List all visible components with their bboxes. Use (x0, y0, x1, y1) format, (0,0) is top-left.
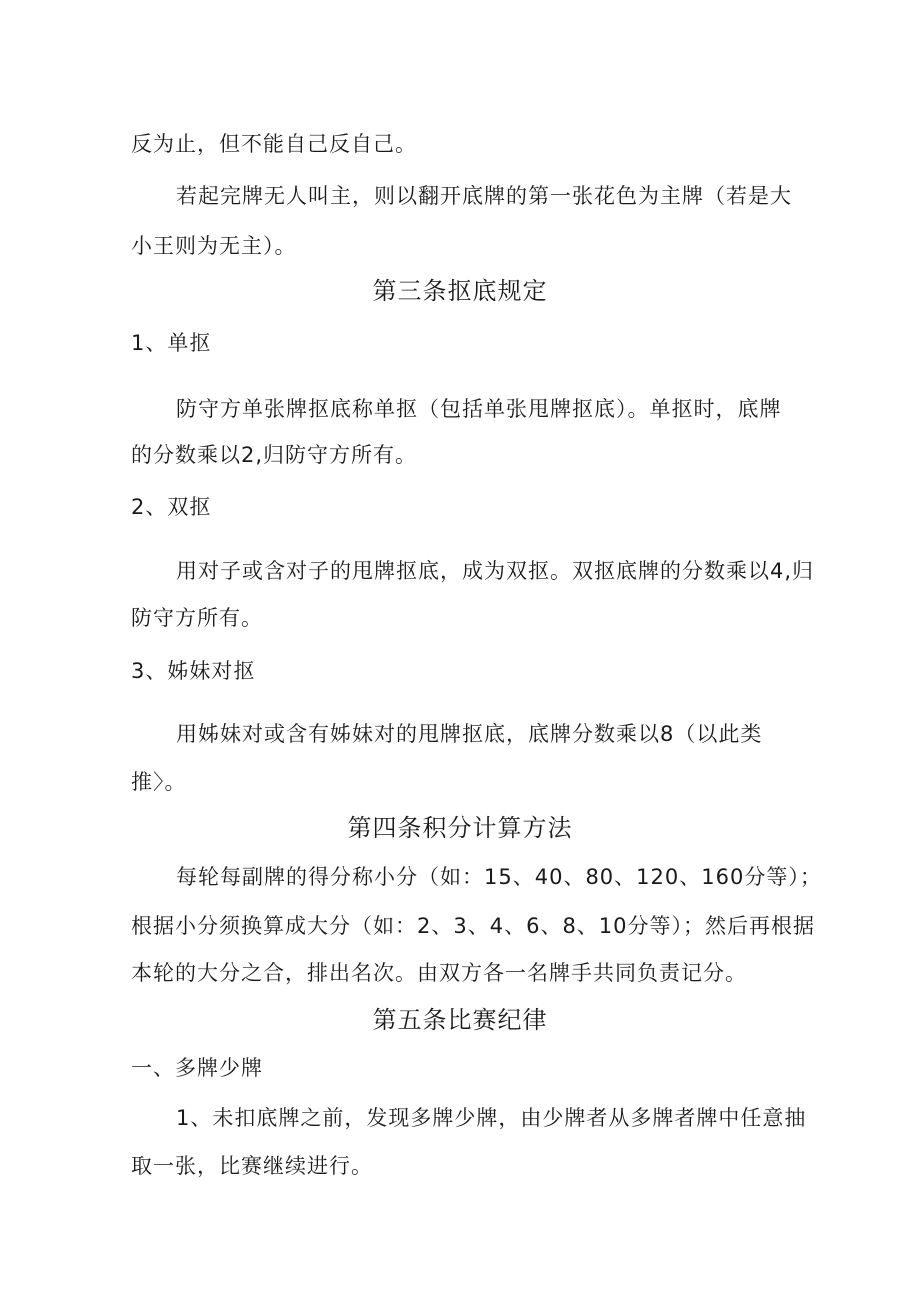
section-3-item-1-line-2: 的分数乘以2,归防守方所有。 (131, 443, 418, 467)
section-3-item-1-line-1: 防守方单张牌抠底称单抠（包括单张甩牌抠底）。单抠时，底牌 (176, 397, 782, 421)
section-5-item-1-line-2: 取一张，比赛继续进行。 (131, 1154, 373, 1178)
section-3-title: 第三条抠底规定 (372, 277, 548, 305)
section-4-title: 第四条积分计算方法 (347, 814, 573, 842)
section-3-item-3-label: 3、姊妹对抠 (131, 659, 256, 683)
intro-line-3: 小王则为无主）。 (131, 234, 297, 258)
section-3-item-2-label: 2、双抠 (131, 495, 212, 519)
section-5-item-1-line-1: 1、未扣底牌之前，发现多牌少牌，由少牌者从多牌者牌中任意抽 (176, 1106, 807, 1130)
section-3-item-1-label: 1、单抠 (131, 331, 212, 355)
section-4-line-2: 根据小分须换算成大分（如：2、3、4、6、8、10分等）；然后再根据 (131, 914, 816, 938)
intro-line-2: 若起完牌无人叫主，则以翻开底牌的第一张花色为主牌（若是大 (176, 184, 792, 208)
section-5-subheading-1: 一、多牌少牌 (131, 1056, 263, 1080)
section-3-item-2-line-2: 防守方所有。 (131, 606, 263, 630)
section-4-line-1: 每轮每副牌的得分称小分（如：15、40、80、120、160分等）； (176, 865, 822, 889)
section-5-title: 第五条比赛纪律 (372, 1006, 548, 1034)
intro-line-1: 反为止，但不能自己反自己。 (131, 132, 417, 156)
section-4-line-3: 本轮的大分之合，排出名次。由双方各一名牌手共同负责记分。 (131, 961, 747, 985)
section-3-item-3-line-2: 推〉。 (131, 770, 187, 794)
section-3-item-3-line-1: 用姊妹对或含有姊妹对的甩牌抠底，底牌分数乘以8（以此类 (176, 722, 763, 746)
section-3-item-2-line-1: 用对子或含对子的甩牌抠底，成为双抠。双抠底牌的分数乘以4,归 (176, 559, 815, 583)
